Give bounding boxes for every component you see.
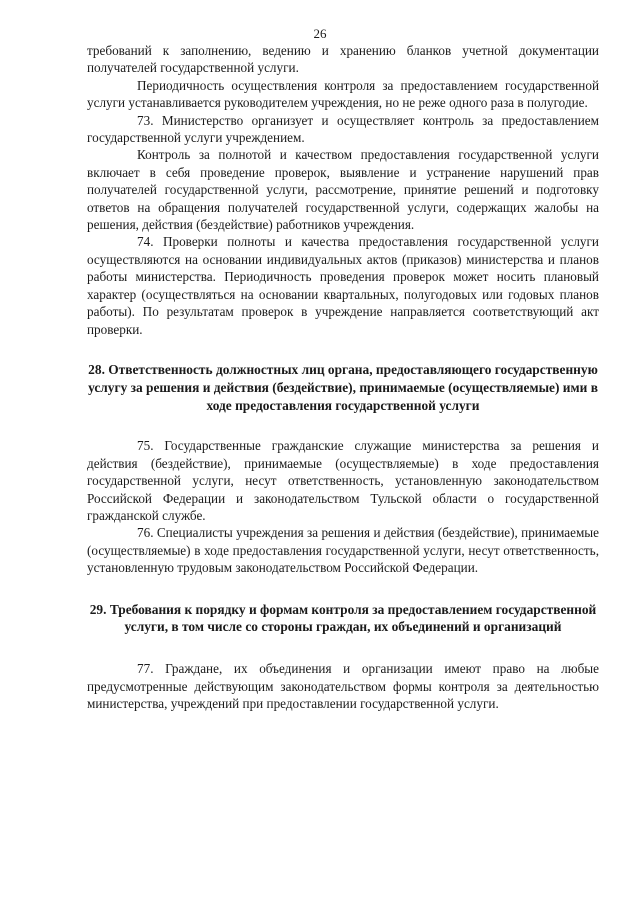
paragraph-74: 74. Проверки полноты и качества предоставления государственной услуги осуществляются на основании индивидуальных актов (приказов) министерства и планов работы министерства. Периодичность проведения проверок может носить плановый характер (осуществляться на основании квартальных, полугодовых или годовых планов работы). По результатам проверок в учреждение направляется соответствующий акт проверки. bbox=[87, 234, 599, 337]
section-29-heading: 29. Требования к порядку и формам контроля за предоставлением государственной услуги, в том числе со стороны граждан, их объединений и организаций bbox=[89, 601, 597, 635]
paragraph-76: 76. Специалисты учреждения за решения и действия (бездействие), принимаемые (осуществляемые) в ходе предоставления государственной услуги, несут ответственность, установленную трудовым законодательством Российской Федерации. bbox=[87, 525, 599, 576]
paragraph-control-scope: Контроль за полнотой и качеством предоставления государственной услуги включает в себя проведение проверок, выявление и устранение нарушений прав получателей государственной услуги, рассмотрение, принятие решений и подготовку ответов на обращения получателей государственной услуги, содержащих жалобы на решения, действия (бездействие) работников учреждения. bbox=[87, 147, 599, 233]
section-28-heading: 28. Ответственность должностных лиц органа, предоставляющего государственную услугу за решения и действия (бездействие), принимаемые (осуществляемые) ими в ходе предоставления государственной услуги bbox=[88, 361, 598, 413]
paragraph-continuation: требований к заполнению, ведению и хранению бланков учетной документации получателей государственной услуги. bbox=[87, 43, 599, 76]
paragraph-77: 77. Граждане, их объединения и организации имеют право на любые предусмотренные действующим законодательством формы контроля за деятельностью министерства, учреждений при предоставлении государственной услуги. bbox=[87, 661, 599, 711]
page-number: 26 bbox=[313, 26, 327, 41]
paragraph-75: 75. Государственные гражданские служащие министерства за решения и действия (бездействие), принимаемые (осуществляемые) в ходе предоставления государственной услуги, несут ответственность, установленную законодательством Российской Федерации и законодательством Тульской области о государственной гражданской службе. bbox=[87, 438, 599, 523]
paragraph-periodicity: Периодичность осуществления контроля за предоставлением государственной услуги устанавливается руководителем учреждения, но не реже одного раза в полугодие. bbox=[87, 77, 599, 111]
page-content bbox=[87, 42, 599, 712]
paragraph-73: 73. Министерство организует и осуществляет контроль за предоставлением государственной услуги учреждением. bbox=[87, 112, 599, 146]
